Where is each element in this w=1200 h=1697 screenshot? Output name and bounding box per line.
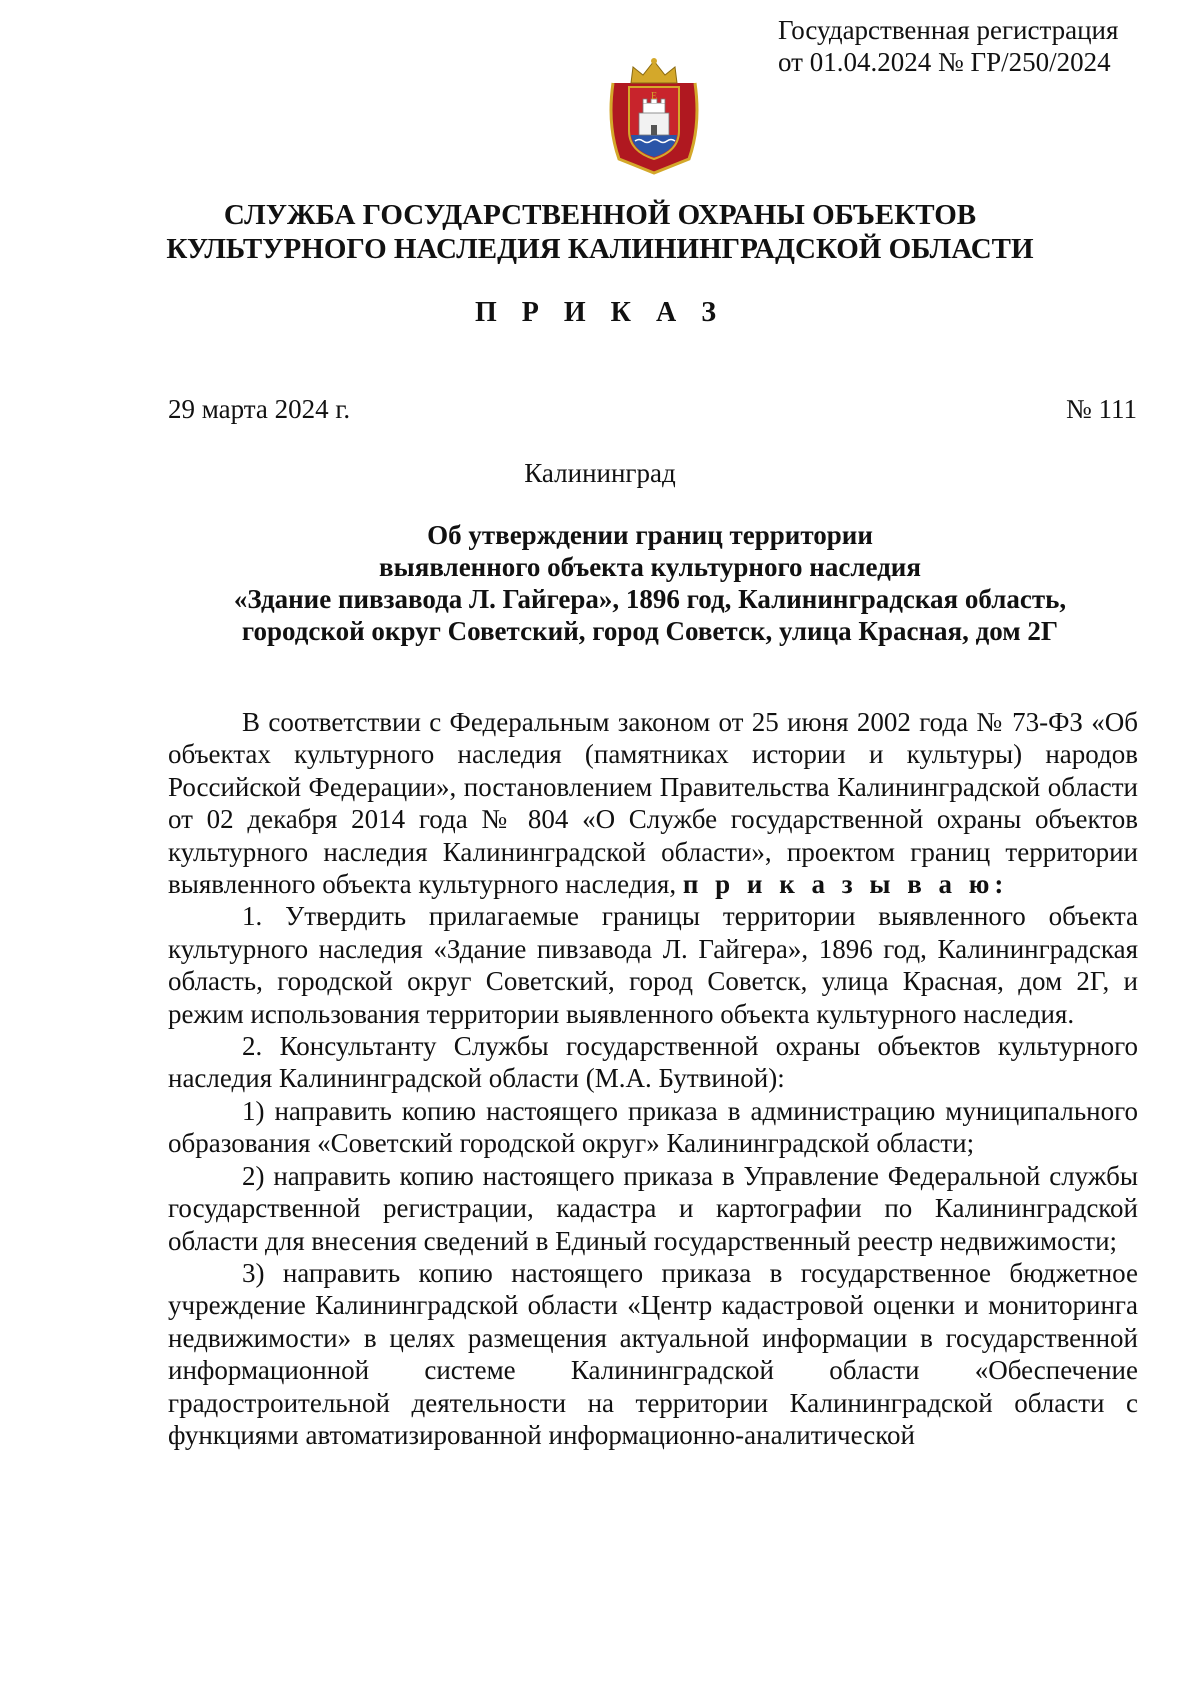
preamble-text: В соответствии с Федеральным законом от 25 июня 2002 года № 73-ФЗ «Об объектах культурного наследия (памятниках истории и культуры) народов Российской Федерации», постановлением Правительства Калининградской области от 02 декабря 2014 года № 804 «О Службе государственной охраны объектов культурного наследия Калининградской области», проектом границ территории выявленного объекта культурного наследия, xyxy=(168,707,1138,900)
document-subject xyxy=(0,519,1200,647)
item-2-3-paragraph: 3) направить копию настоящего приказа в государственное бюджетное учреждение Калининградской области «Центр кадастровой оценки и мониторинга недвижимости» в целях размещения актуальной информации в государственной информационной системе Калининградской области «Обеспечение градостроительной деятельности на территории Калининградской области с функциями автоматизированной информационно-аналитической xyxy=(168,1257,1138,1450)
subject-line-2: выявленного объекта культурного наследия xyxy=(379,552,921,582)
agency-name xyxy=(0,198,1200,266)
document-date: 29 марта 2024 г. xyxy=(168,394,351,424)
item-2-1-paragraph: 1) направить копию настоящего приказа в администрацию муниципального образования «Советский городской округ» Калининградской области; xyxy=(168,1095,1138,1159)
registration-line-2: от 01.04.2024 № ГР/250/2024 xyxy=(778,47,1111,77)
directive-word: п р и к а з ы в а ю: xyxy=(682,869,1009,900)
agency-name-line-1: СЛУЖБА ГОСУДАРСТВЕННОЙ ОХРАНЫ ОБЪЕКТОВ xyxy=(223,199,977,231)
item-2-2-paragraph: 2) направить копию настоящего приказа в Управление Федеральной службы государственной регистрации, кадастра и картографии по Калининградской области для внесения сведений в Единый государственный реестр недвижимости; xyxy=(168,1160,1138,1256)
subject-line-4: городской округ Советский, город Советск, улица Красная, дом 2Г xyxy=(241,616,1059,646)
registration-stamp xyxy=(778,14,1118,78)
kaliningrad-coat-of-arms-icon xyxy=(605,55,703,175)
registration-line-1: Государственная регистрация xyxy=(778,15,1119,45)
document-city: Калининград xyxy=(524,458,676,488)
agency-name-line-2: КУЛЬТУРНОГО НАСЛЕДИЯ КАЛИНИНГРАДСКОЙ ОБЛАСТИ xyxy=(166,233,1034,265)
document-type-heading: П Р И К А З xyxy=(475,297,725,328)
subject-line-1: Об утверждении границ территории xyxy=(427,520,873,550)
document-body xyxy=(168,706,1138,1451)
document-number: № 111 xyxy=(1065,394,1137,424)
subject-line-3: «Здание пивзавода Л. Гайгера», 1896 год, Калининградская область, xyxy=(233,584,1067,614)
preamble-paragraph xyxy=(168,706,1138,900)
svg-text:Е: Е xyxy=(650,91,658,102)
item-2-paragraph: 2. Консультанту Службы государственной охраны объектов культурного наследия Калининградской области (М.А. Бутвиной): xyxy=(168,1031,1138,1094)
item-1-paragraph: 1. Утвердить прилагаемые границы территории выявленного объекта культурного наследия «Здание пивзавода Л. Гайгера», 1896 год, Калининградская область, городской округ Советский, город Советск, улица Красная, дом 2Г, и режим использования территории выявленного объекта культурного наследия. xyxy=(168,901,1138,1029)
